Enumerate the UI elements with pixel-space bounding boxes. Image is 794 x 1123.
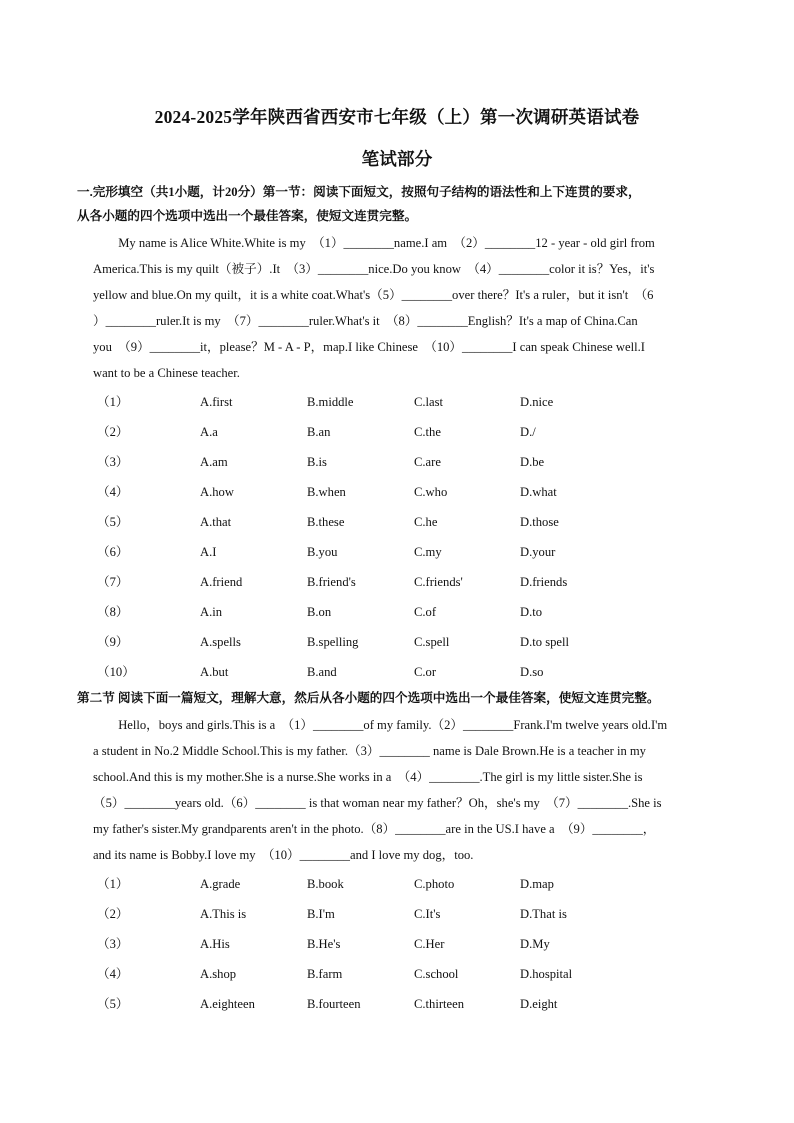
option-a[interactable]: A.This is [200,907,247,921]
question-number: （4） [97,967,129,981]
option-a[interactable]: A.am [200,455,228,469]
option-a[interactable]: A.I [200,545,217,559]
passage-line: yellow and blue.On my quilt，it is a white coat.What's（5）________over there？It's a ruler，but it isn't （6 [93,288,654,302]
option-a[interactable]: A.eighteen [200,997,255,1011]
option-d[interactable]: D.My [520,937,550,951]
option-c[interactable]: C.last [414,395,444,409]
option-b[interactable]: B.farm [307,967,343,981]
question-number: （6） [97,545,129,559]
question-number: （10） [97,665,135,679]
passage-line: school.And this is my mother.She is a nurse.She works in a （4）________.The girl is my little sister.She is [93,770,643,784]
option-b[interactable]: B.spelling [307,635,359,649]
option-b[interactable]: B.is [307,455,327,469]
option-d[interactable]: D.those [520,515,559,529]
option-a[interactable]: A.but [200,665,229,679]
option-d[interactable]: D.nice [520,395,554,409]
passage-line: want to be a Chinese teacher. [93,366,240,380]
option-d[interactable]: D.to spell [520,635,569,649]
option-a[interactable]: A.in [200,605,223,619]
option-c[interactable]: C.friends' [414,575,463,589]
option-c[interactable]: C.are [414,455,441,469]
question-number: （7） [97,575,129,589]
option-c[interactable]: C.of [414,605,437,619]
question-number: （9） [97,635,129,649]
question-number: （5） [97,997,129,1011]
option-c[interactable]: C.It's [414,907,441,921]
section1-instruction-line1: 一.完形填空（共1小题，计20分）第一节：阅读下面短文，按照句子结构的语法性和上下连贯的要求， [77,185,641,199]
passage-line: My name is Alice White.White is my （1）________name.I am （2）________12 - year - old girl from [93,236,655,250]
option-b[interactable]: B.He's [307,937,341,951]
section2-passage [93,712,720,868]
option-d[interactable]: D.hospital [520,967,573,981]
option-b[interactable]: B.and [307,665,337,679]
question-number: （3） [97,455,129,469]
section1-passage [93,230,720,386]
option-c[interactable]: C.school [414,967,459,981]
passage-line: you （9）________it，please？M - A - P，map.I like Chinese （10）________I can speak Chinese well.I [93,340,645,354]
section1-instruction-line2: 从各小题的四个选项中选出一个最佳答案，使短文连贯完整。 [77,209,418,223]
question-number: （1） [97,877,129,891]
exam-subtitle: 笔试部分 [361,149,433,169]
passage-line: ）________ruler.It is my （7）________ruler.What's it （8）________English？It's a map of China.Can [93,314,638,328]
option-d[interactable]: D.to [520,605,543,619]
option-d[interactable]: D.what [520,485,557,499]
question-number: （5） [97,515,129,529]
option-b[interactable]: B.these [307,515,345,529]
option-a[interactable]: A.a [200,425,218,439]
option-b[interactable]: B.on [307,605,332,619]
question-number: （8） [97,605,129,619]
option-b[interactable]: B.friend's [307,575,356,589]
option-a[interactable]: A.friend [200,575,243,589]
option-a[interactable]: A.that [200,515,232,529]
option-a[interactable]: A.His [200,937,230,951]
section2-instruction: 第二节 阅读下面一篇短文，理解大意，然后从各小题的四个选项中选出一个最佳答案，使短文连贯完整。 [77,691,660,705]
option-d[interactable]: D.That is [520,907,567,921]
passage-line: my father's sister.My grandparents aren't in the photo.（8）________are in the US.I have a （9）________， [93,822,656,836]
option-d[interactable]: D.map [520,877,554,891]
question-number: （1） [97,395,129,409]
option-b[interactable]: B.an [307,425,331,439]
passage-line: （5）________years old.（6）________ is that woman near my father？Oh，she's my （7）________.She is [93,796,662,810]
question-number: （4） [97,485,129,499]
passage-line: and its name is Bobby.I love my （10）________and I love my dog，too. [93,848,474,862]
question-number: （2） [97,425,129,439]
option-a[interactable]: A.grade [200,877,241,891]
option-d[interactable]: D./ [520,425,536,439]
option-b[interactable]: B.when [307,485,346,499]
option-b[interactable]: B.book [307,877,344,891]
option-c[interactable]: C.Her [414,937,445,951]
exam-title: 2024-2025学年陕西省西安市七年级（上）第一次调研英语试卷 [154,107,640,127]
question-number: （2） [97,907,129,921]
option-a[interactable]: A.spells [200,635,241,649]
option-a[interactable]: A.first [200,395,233,409]
option-c[interactable]: C.spell [414,635,450,649]
option-c[interactable]: C.who [414,485,448,499]
option-a[interactable]: A.shop [200,967,237,981]
option-b[interactable]: B.middle [307,395,354,409]
question-number: （3） [97,937,129,951]
option-c[interactable]: C.he [414,515,438,529]
option-d[interactable]: D.be [520,455,545,469]
option-d[interactable]: D.eight [520,997,558,1011]
option-b[interactable]: B.fourteen [307,997,361,1011]
passage-line: America.This is my quilt（被子）.It （3）________nice.Do you know （4）________color it is？Yes，it's [93,262,655,276]
section1-instruction [77,180,727,228]
option-c[interactable]: C.my [414,545,442,559]
option-b[interactable]: B.I'm [307,907,335,921]
option-c[interactable]: C.photo [414,877,455,891]
option-d[interactable]: D.so [520,665,544,679]
option-d[interactable]: D.your [520,545,556,559]
option-a[interactable]: A.how [200,485,234,499]
option-c[interactable]: C.thirteen [414,997,465,1011]
option-b[interactable]: B.you [307,545,338,559]
option-c[interactable]: C.the [414,425,441,439]
passage-line: a student in No.2 Middle School.This is my father.（3）________ name is Dale Brown.He is a teacher in my [93,744,646,758]
option-c[interactable]: C.or [414,665,437,679]
passage-line: Hello，boys and girls.This is a （1）________of my family.（2）________Frank.I'm twelve years old.I'm [93,718,668,732]
option-d[interactable]: D.friends [520,575,568,589]
